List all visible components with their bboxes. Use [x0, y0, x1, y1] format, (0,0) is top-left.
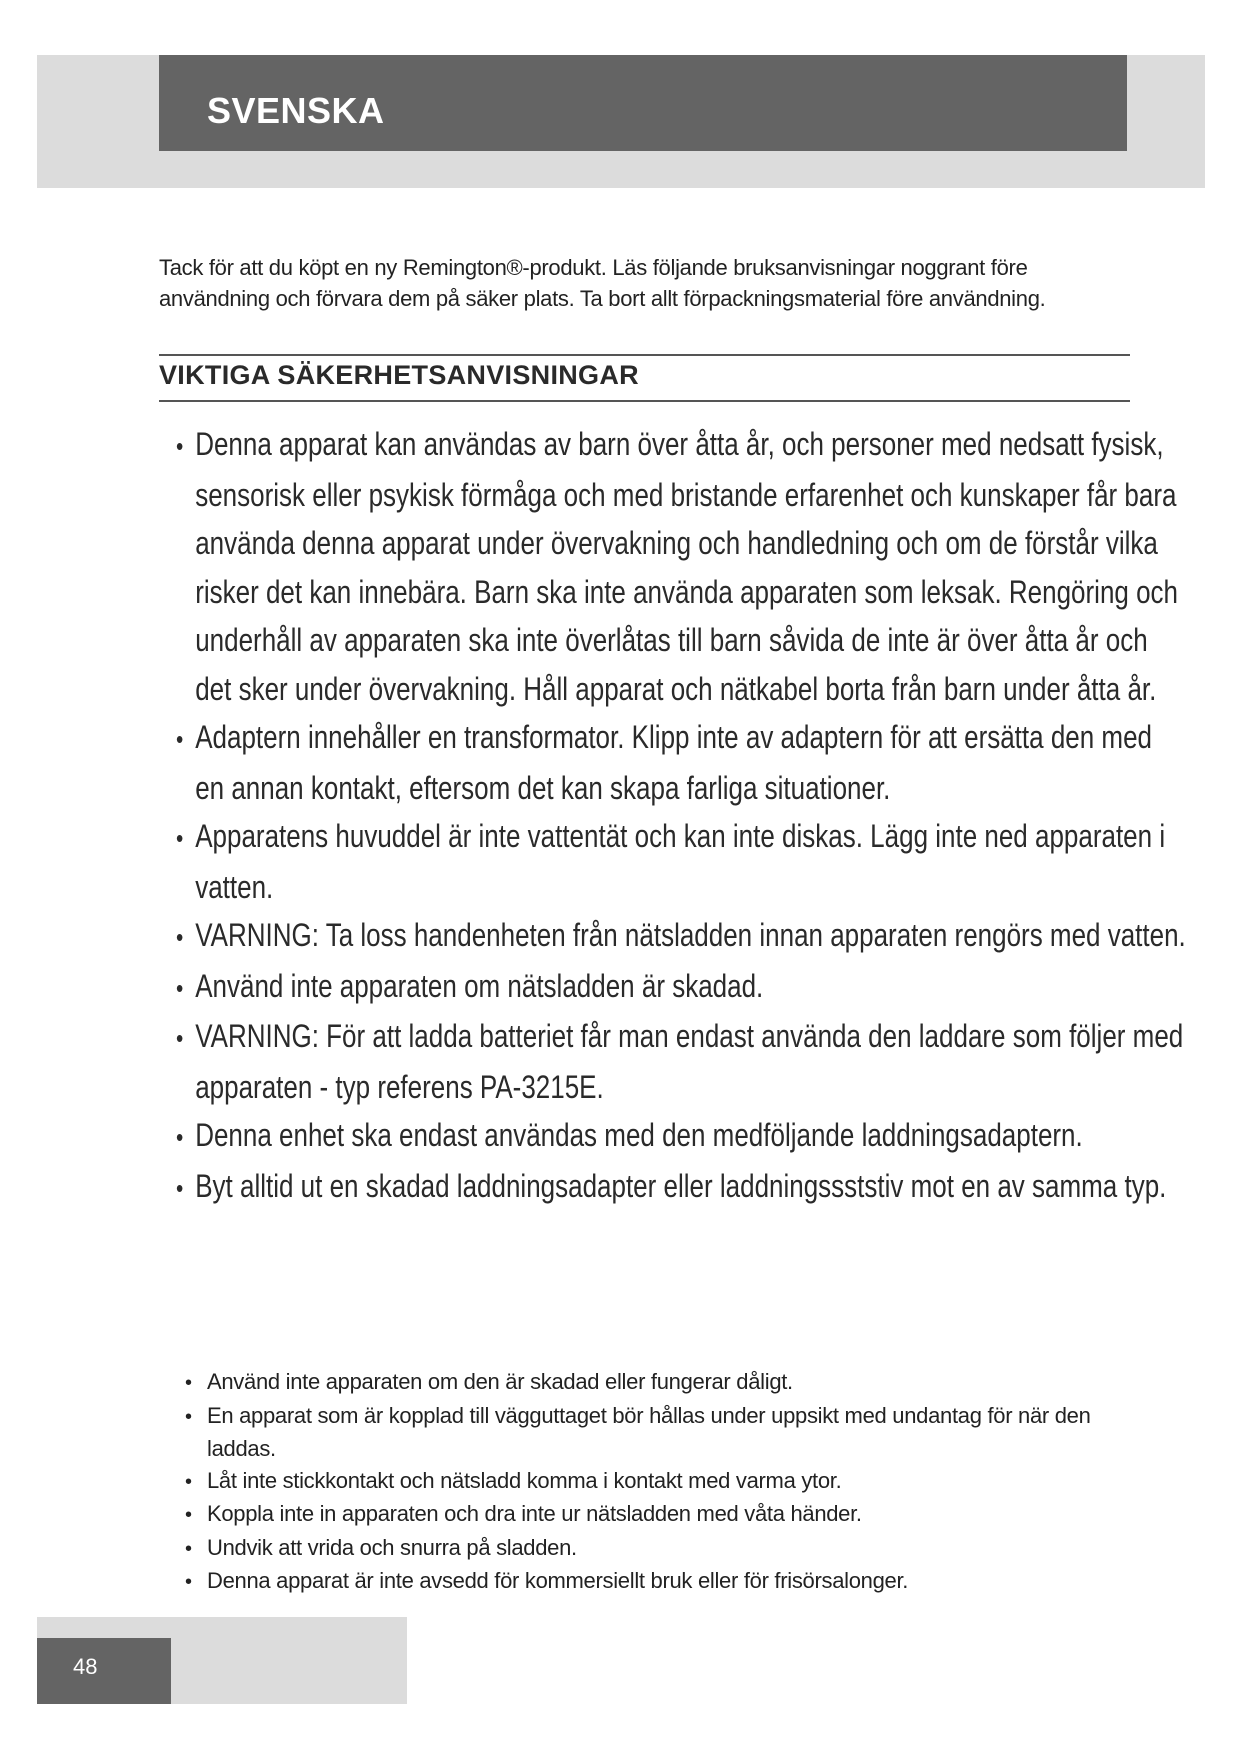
- bullet-icon: •: [176, 1122, 184, 1152]
- bullet-icon: •: [176, 922, 184, 952]
- warning-item-small: • Koppla inte in apparaten och dra inte ur nätsladden med våta händer.: [155, 1498, 1155, 1532]
- warning-item: • VARNING: För att ladda batteriet får man endast använda den laddare som följer med apparaten - typ referens PA-3215E.: [152, 1012, 1187, 1111]
- bullet-icon: •: [185, 1372, 192, 1394]
- bullet-icon: •: [176, 431, 184, 461]
- warning-item-small: • Låt inte stickkontakt och nätsladd komma i kontakt med varma ytor.: [155, 1465, 1155, 1499]
- bullet-icon: •: [185, 1470, 192, 1493]
- section-rule-top: [159, 354, 1130, 356]
- section-rule-bottom: [159, 400, 1130, 402]
- bullet-icon: •: [185, 1405, 192, 1428]
- language-header: [159, 55, 1127, 151]
- warning-item-small: • Använd inte apparaten om den är skadad eller fungerar dåligt.: [155, 1366, 1155, 1400]
- page-number-box: [37, 1638, 171, 1704]
- warning-item-small: • En apparat som är kopplad till vägguttaget bör hållas under uppsikt med undantag för när den laddas.: [185, 1402, 1091, 1461]
- warning-item: • VARNING: Ta loss handenheten från nätsladden innan apparaten rengörs med vatten.: [152, 911, 1187, 962]
- bullet-icon: •: [176, 823, 184, 853]
- warning-item: • Apparatens huvuddel är inte vattentät och kan inte diskas. Lägg inte ned apparaten i vatten.: [152, 812, 1187, 911]
- bullet-icon: •: [185, 1571, 192, 1593]
- section-title: VIKTIGA SÄKERHETSANVISNINGAR: [159, 360, 639, 390]
- bullet-icon: •: [185, 1537, 192, 1560]
- warning-item: • Använd inte apparaten om nätsladden är skadad.: [152, 962, 1187, 1013]
- safety-warnings-list: [152, 420, 1186, 1212]
- warning-item: • Denna enhet ska endast användas med den medföljande laddningsadaptern.: [152, 1111, 1187, 1162]
- bullet-icon: •: [176, 1023, 184, 1053]
- warning-item-small: • Denna apparat är inte avsedd för kommersiellt bruk eller för frisörsalonger.: [155, 1565, 1155, 1599]
- warning-item: • Adaptern innehåller en transformator. Klipp inte av adaptern för att ersätta den med en annan kontakt, eftersom det kan skapa farliga situationer.: [152, 713, 1187, 812]
- bullet-icon: •: [176, 1172, 184, 1203]
- warning-item-small: • Undvik att vrida och snurra på sladden.: [155, 1532, 1155, 1566]
- language-title: SVENSKA: [207, 90, 385, 131]
- warning-item: • Byt alltid ut en skadad laddningsadapter eller laddningssststiv mot en av samma typ.: [152, 1162, 1187, 1213]
- additional-warnings-list: [155, 1366, 1155, 1599]
- page-number: 48: [73, 1654, 98, 1679]
- bullet-icon: •: [185, 1504, 192, 1526]
- bullet-icon: •: [176, 724, 184, 754]
- warning-item: • Denna apparat kan användas av barn över åtta år, och personer med nedsatt fysisk, sensorisk eller psykisk förmåga och med bristande erfarenhet och kunskaper får bara använda denna apparat under övervakning och handledning och om de förstår vilka risker det kan innebära. Barn ska inte använda apparaten som leksak. Rengöring och underhåll av apparaten ska inte överlåtas till barn såvida de inte är över åtta år och det sker under övervakning. Håll apparat och nätkabel borta från barn under åtta år.: [152, 420, 1187, 713]
- intro-paragraph: Tack för att du köpt en ny Remington®-produkt. Läs följande bruksanvisningar noggrant före användning och förvara dem på säker plats. Ta bort allt förpackningsmaterial före användning.: [159, 255, 1046, 311]
- bullet-icon: •: [176, 972, 184, 1003]
